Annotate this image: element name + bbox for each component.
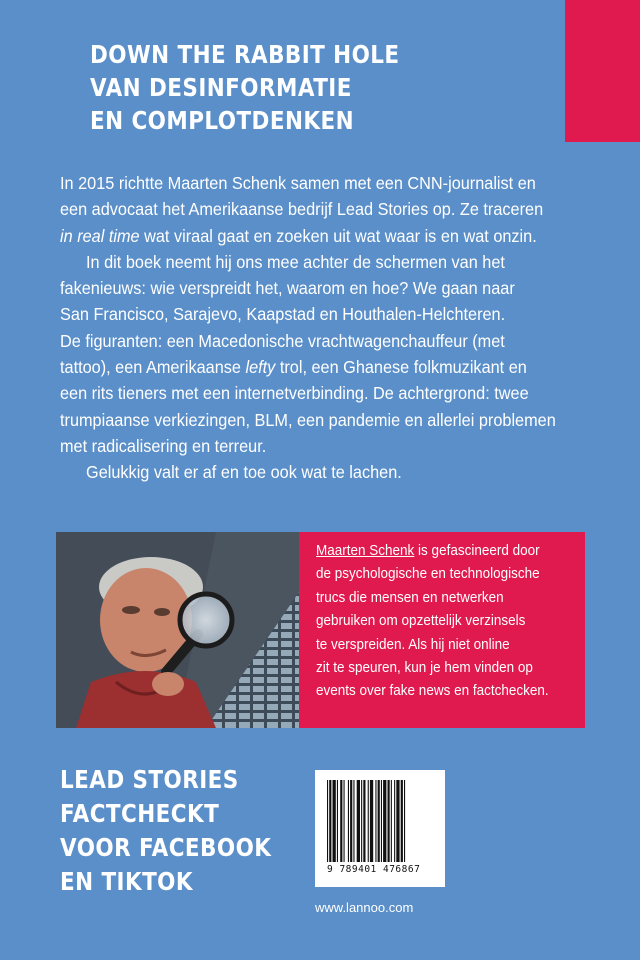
blurb-line: Gelukkig valt er af en toe ook wat te lachen.: [86, 462, 402, 483]
emphasis-in-real-time: in real time: [60, 225, 140, 246]
blurb-line: In dit boek neemt hij ons mee achter de schermen van het: [86, 251, 505, 272]
tagline-line-2: FACTCHECKT: [60, 799, 220, 828]
blurb-line-rest: wat viraal gaat en zoeken uit wat waar is en wat onzin.: [139, 225, 537, 246]
bio-line: gebruiken om opzettelijk verzinsels: [316, 612, 526, 630]
blurb-line: In 2015 richtte Maarten Schenk samen met een CNN-journalist en: [60, 173, 536, 193]
headline-line-2: VAN DESINFORMATIE: [90, 73, 352, 102]
author-name: Maarten Schenk: [316, 542, 415, 559]
bio-line: de psychologische en technologische: [316, 565, 540, 583]
blurb-text: [60, 170, 620, 486]
bio-line: te verspreiden. Als hij niet online: [316, 635, 510, 653]
barcode-image: [327, 780, 433, 862]
publisher-website: www.lannoo.com: [315, 900, 414, 915]
blurb-line: De figuranten: een Macedonische vrachtwagenchauffeur (met: [60, 330, 505, 351]
author-photo-illustration: [56, 532, 299, 728]
blurb-line: fakenieuws: wie verspreidt het, waarom en hoe? We gaan naar: [60, 278, 515, 299]
blurb-line: met radicalisering en terreur.: [60, 435, 267, 456]
blurb-line: een rits tieners met een internetverbinding. De achtergrond: twee: [60, 383, 529, 404]
blurb-line: een advocaat het Amerikaanse bedrijf Lead Stories op. Ze traceren: [60, 199, 544, 220]
headline-line-1: DOWN THE RABBIT HOLE: [90, 40, 400, 69]
headline: [90, 38, 400, 137]
blurb-line: San Francisco, Sarajevo, Kaapstad en Houthalen-Helchteren.: [60, 304, 506, 325]
tagline-line-1: LEAD STORIES: [60, 765, 239, 794]
blurb-line: [60, 223, 581, 249]
bio-line: events over fake news en factchecken.: [316, 682, 549, 700]
tagline: [60, 763, 271, 899]
bio-line-rest: is gefascineerd door: [414, 542, 540, 559]
bio-line: zit te speuren, kun je hem vinden op: [316, 659, 533, 677]
bio-line: [316, 539, 549, 562]
pink-corner-tab: [565, 0, 640, 142]
emphasis-lefty: lefty: [245, 357, 276, 378]
author-bio-box: [299, 532, 585, 728]
isbn-number: 9 789401 476867: [327, 864, 421, 875]
author-photo: [56, 532, 299, 728]
headline-line-3: EN COMPLOTDENKEN: [90, 106, 355, 135]
blurb-line-start: tattoo), een Amerikaanse: [60, 357, 246, 378]
tagline-line-3: VOOR FACEBOOK: [60, 833, 272, 862]
blurb-line-end: trol, een Ghanese folkmuzikant en: [275, 357, 527, 378]
blurb-line: [60, 354, 581, 380]
bio-line: trucs die mensen en netwerken: [316, 588, 504, 606]
barcode-box: [315, 770, 445, 887]
tagline-line-4: EN TIKTOK: [60, 867, 193, 896]
blurb-line: trumpiaanse verkiezingen, BLM, een pandemie en allerlei problemen: [60, 409, 556, 430]
